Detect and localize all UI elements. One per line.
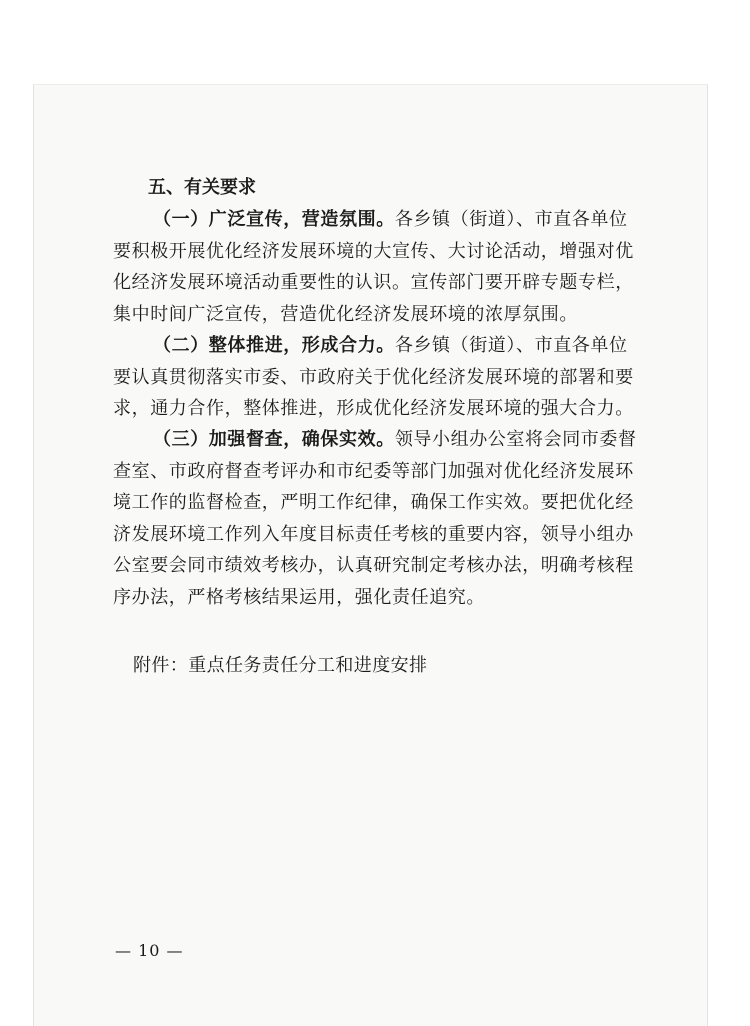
paragraph-1-line-2: 要积极开展优化经济发展环境的大宣传、大讨论活动，增强对优 [113,240,634,262]
paragraph-1-first-line [113,204,628,236]
page-number: — 10 — [115,941,184,960]
paragraph-1-line-1: 各乡镇（街道）、市直各单位 [394,209,628,230]
paragraph-1-heading: （一）广泛宣传，营造氛围。 [153,209,395,230]
paragraph-3-line-2: 查室、市政府督查考评办和市纪委等部门加强对优化经济发展环 [113,460,634,482]
top-margin [0,0,750,84]
paragraph-3-heading: （三）加强督查，确保实效。 [153,429,395,450]
paragraph-3-line-5: 公室要会同市绩效考核办，认真研究制定考核办法，明确考核程 [113,555,634,576]
section-heading: 五、有关要求 [148,177,256,198]
paragraph-2-line-2: 要认真贯彻落实市委、市政府关于优化经济发展环境的部署和要 [113,366,634,388]
paragraph-3-line-3: 境工作的监督检查，严明工作纪律，确保工作实效。要把优化经 [113,492,634,513]
paragraph-2 [113,330,634,425]
paragraph-2-heading: （二）整体推进，形成合力。 [153,335,395,356]
paragraph-3-line-6: 序办法，严格考核结果运用，强化责任追究。 [113,586,485,608]
paragraph-3-line-4: 济发展环境工作列入年度目标责任考核的重要内容，领导小组办 [113,523,634,545]
paragraph-3-first-line [113,424,637,456]
paragraph-2-line-3: 求，通力合作，整体推进，形成优化经济发展环境的强大合力。 [113,398,634,419]
paragraph-1 [113,204,634,330]
paragraph-3-line-1: 领导小组办公室将会同市委督 [394,429,637,450]
paragraph-2-first-line [113,330,628,362]
attachment-note: 附件：重点任务责任分工和进度安排 [133,655,428,676]
paragraph-2-line-1: 各乡镇（街道）、市直各单位 [394,335,628,356]
paragraph-1-line-4: 集中时间广泛宣传，营造优化经济发展环境的浓厚氛围。 [113,303,578,325]
paragraph-3 [113,424,637,613]
paragraph-1-line-3: 化经济发展环境活动重要性的认识。宣传部门要开辟专题专栏， [113,272,634,293]
